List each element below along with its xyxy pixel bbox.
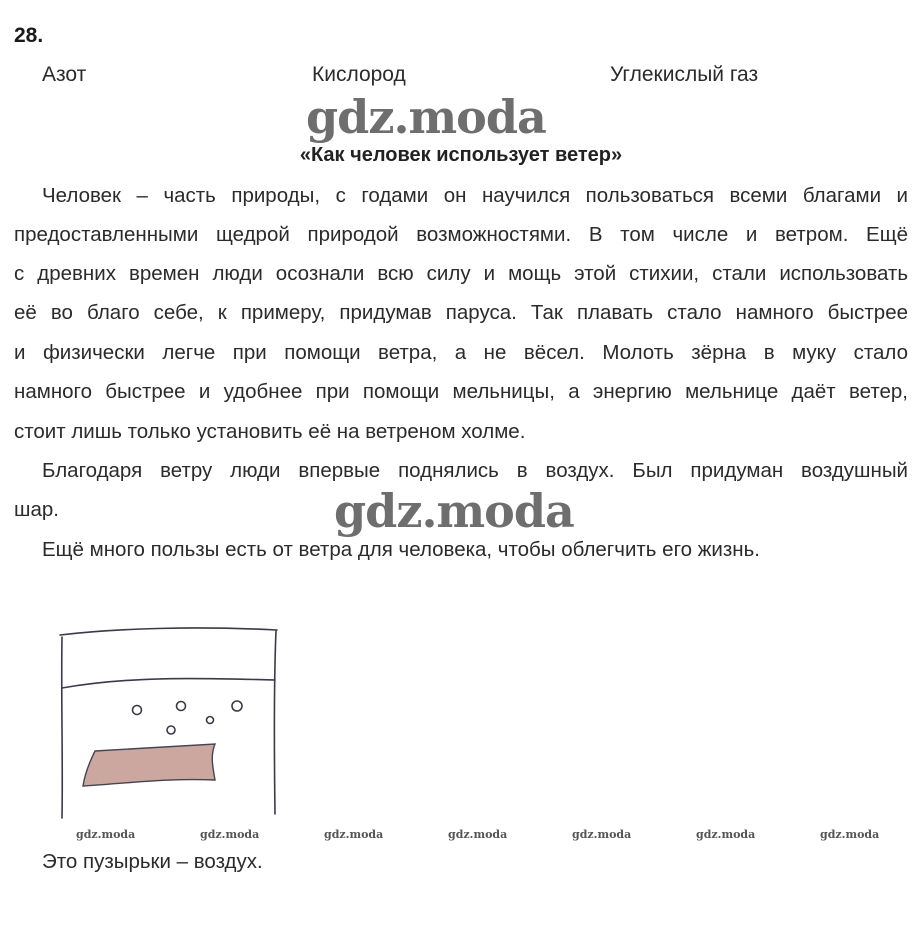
watermark-middle: gdz.moda: [334, 484, 574, 538]
paragraph-1-line-2: предоставленными щедрой природой возможностями. В том числе и ветром. Ещё: [14, 223, 908, 246]
bubble: [232, 701, 242, 711]
paragraph-1-line-7: стоит лишь только установить её на ветреном холме.: [14, 420, 526, 443]
gas-oxygen: Кислород: [312, 63, 406, 86]
paragraph-1-line-5: и физически легче при помощи ветра, а не вёсел. Молоть зёрна в муку стало: [14, 341, 908, 364]
task-number: 28.: [14, 24, 44, 47]
watermark-small-6: gdz.moda: [696, 828, 756, 841]
gas-carbon-dioxide: Углекислый газ: [610, 63, 759, 86]
paragraph-2-line-1: Благодаря ветру люди впервые поднялись в воздух. Был придуман воздушный: [42, 459, 908, 482]
bubble: [177, 702, 186, 711]
drawing-outline: [60, 628, 277, 635]
watermark-small-7: gdz.moda: [820, 828, 880, 841]
bubble: [133, 706, 142, 715]
watermark-small-3: gdz.moda: [324, 828, 384, 841]
paragraph-1-line-1: Человек – часть природы, с годами он научился пользоваться всеми благами и: [42, 184, 908, 207]
leaf-shape: [83, 744, 215, 786]
gas-nitrogen: Азот: [42, 63, 87, 86]
watermark-small-4: gdz.moda: [448, 828, 508, 841]
watermark-small-5: gdz.moda: [572, 828, 632, 841]
watermark-top: gdz.moda: [306, 90, 546, 144]
paragraph-3-line-1: Ещё много пользы есть от ветра для человека, чтобы облегчить его жизнь.: [42, 538, 760, 561]
paragraph-1-line-6: намного быстрее и удобнее при помощи мельницы, а энергию мельнице даёт ветер,: [14, 380, 908, 403]
watermark-small-1: gdz.moda: [76, 828, 136, 841]
essay-title: «Как человек использует ветер»: [299, 144, 623, 166]
paragraph-2-line-2: шар.: [14, 498, 59, 521]
paragraph-1-line-3: с древних времен люди осознали всю силу и мощь этой стихии, стали использовать: [14, 262, 908, 285]
bubble: [207, 717, 214, 724]
paragraph-1-line-4: её во благо себе, к примеру, придумав паруса. Так плавать стало намного быстрее: [14, 301, 908, 324]
drawing-caption: Это пузырьки – воздух.: [42, 850, 263, 873]
aquarium-drawing: [50, 618, 285, 823]
watermark-small-2: gdz.moda: [200, 828, 260, 841]
bubble: [167, 726, 175, 734]
